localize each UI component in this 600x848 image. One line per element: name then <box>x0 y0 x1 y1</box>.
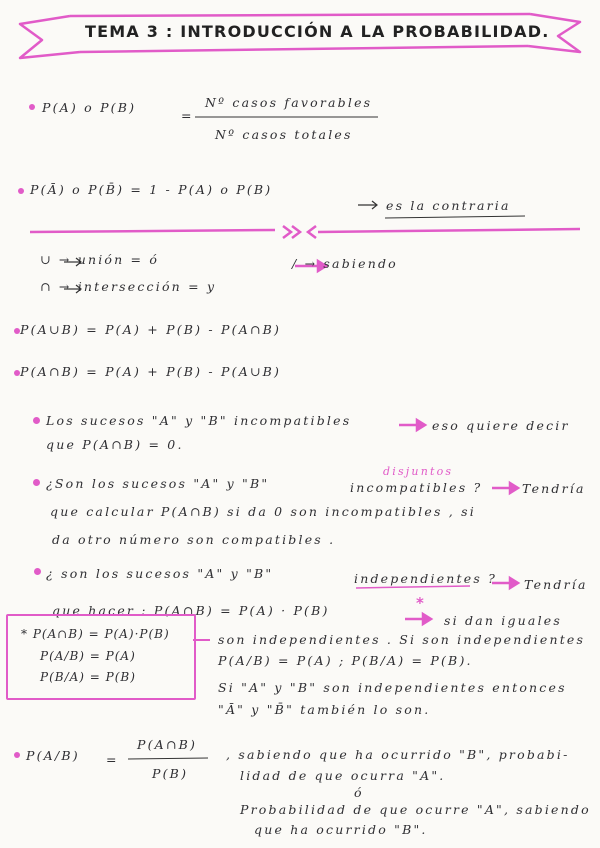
bullet3-line4: P(A/B) = P(A) ; P(B/A) = P(B). <box>218 653 473 668</box>
bullet-dot <box>34 568 41 575</box>
formula3: P(A∪B) = P(A) + P(B) - P(A∩B) <box>20 322 282 337</box>
bullet3-star: * <box>416 594 426 612</box>
bullet-dot <box>29 104 35 110</box>
formula1-numerator: Nº casos favorables <box>205 95 373 110</box>
formula4: P(A∩B) = P(A) + P(B) - P(A∪B) <box>20 364 282 379</box>
symbol-intersection: ∩ → intersección = y <box>40 279 217 294</box>
section-divider <box>30 226 580 238</box>
bullet3-line6: "Ā" y "B̄" también lo son. <box>218 702 431 717</box>
bullet-dot <box>18 188 24 194</box>
bullet3-line2: que hacer : P(A∩B) = P(A) · P(B) <box>52 603 330 618</box>
bullet1-line1: Los sucesos "A" y "B" incompatibles <box>46 413 352 428</box>
bullet2-line1b: incompatibles ? <box>350 480 483 495</box>
bullet2-line2: que calcular P(A∩B) si da 0 son incompatibles , si <box>50 504 476 519</box>
bullet-dot <box>14 752 20 758</box>
bullet1-line2: que P(A∩B) = 0. <box>46 437 184 452</box>
bullet2-line3: da otro número son compatibles . <box>52 532 336 547</box>
formula2-text: P(Ā) o P(B̄) = 1 - P(A) o P(B) <box>30 182 273 197</box>
bullet3-line1a: ¿ son los sucesos "A" y "B" <box>46 566 274 581</box>
bullet2-annotation: disjuntos <box>383 465 454 478</box>
bullet3-line3: son independientes . Si son independientes <box>218 632 586 647</box>
formula1-denominator: Nº casos totales <box>215 127 353 142</box>
formula5-desc3: Probabilidad de que ocurre "A", sabiendo <box>240 802 591 817</box>
box-line2: P(A/B) = P(A) <box>40 649 136 663</box>
bullet3-line5: Si "A" y "B" son independientes entonces <box>218 680 567 695</box>
formula5-lhs: P(A/B) <box>26 748 80 763</box>
formula1-lhs: P(A) o P(B) <box>42 100 137 115</box>
symbol-given: / → sabiendo <box>292 256 398 271</box>
box-line1: * P(A∩B) = P(A)·P(B) <box>21 627 170 641</box>
bullet2-line1c: Tendría <box>522 481 586 496</box>
bullet1-arrow-text: eso quiere decir <box>432 418 570 433</box>
formula1-eq: = <box>181 108 194 123</box>
formula5-numerator: P(A∩B) <box>137 737 198 752</box>
formula5-eq: = <box>106 752 119 767</box>
formula5-denominator: P(B) <box>152 766 189 781</box>
box-line3: P(B/A) = P(B) <box>40 670 136 684</box>
bullet-dot <box>33 417 40 424</box>
bullet-dot <box>33 479 40 486</box>
formula5-desc4: que ha ocurrido "B". <box>254 822 428 837</box>
bullet2-line1a: ¿Son los sucesos "A" y "B" <box>46 476 270 491</box>
formula5-or: ó <box>354 785 364 800</box>
bullet3-line1c: Tendría <box>524 577 588 592</box>
bullet3-line2b: si dan iguales <box>444 613 562 628</box>
pink-arrows <box>295 261 518 624</box>
formula5-desc1: , sabiendo que ha ocurrido "B", probabi- <box>226 747 570 762</box>
formula2-result: es la contraria <box>386 198 511 213</box>
page-title: TEMA 3 : INTRODUCCIÓN A LA PROBABILIDAD. <box>85 22 550 41</box>
formula5-desc2: lidad de que ocurra "A". <box>240 768 446 783</box>
bullet3-line1b: independientes ? <box>354 571 498 586</box>
symbol-union: ∪ → unión = ó <box>40 252 160 267</box>
